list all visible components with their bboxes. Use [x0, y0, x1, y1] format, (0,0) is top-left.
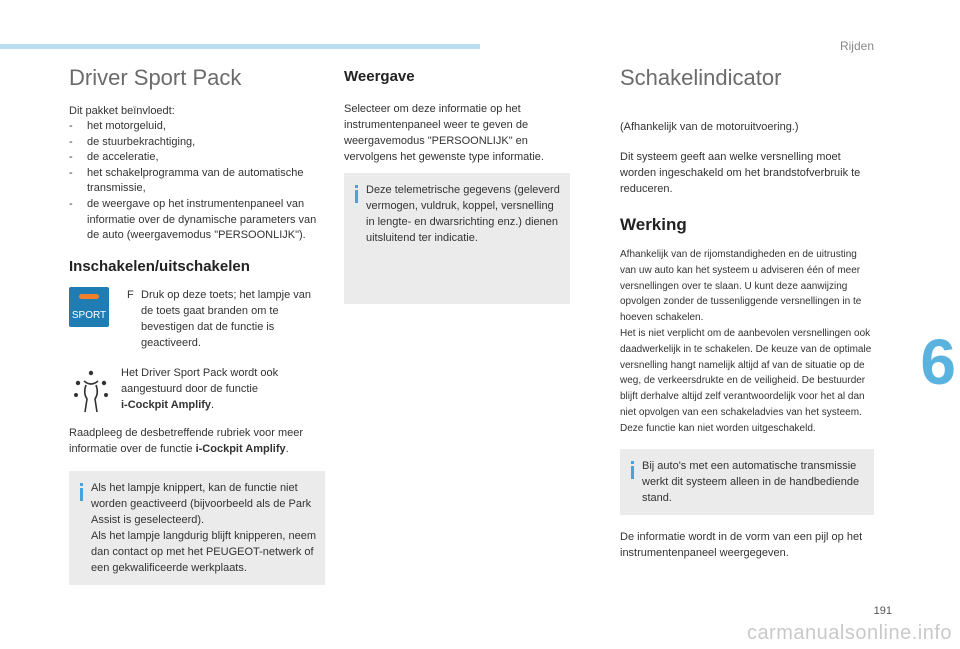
list-item: - de weergave op het instrumentenpaneel van informatie over de dynamische parameters van de auto (weergavemodus "PERSOONLIJK").: [69, 197, 325, 244]
header-bar: [0, 44, 480, 49]
icockpit-note: [69, 365, 325, 413]
intro-text: Dit pakket beïnvloedt:: [69, 105, 175, 117]
effects-list: [69, 119, 325, 244]
list-item: - het schakelprogramma van de automatische transmissie,: [69, 166, 325, 197]
driver-person-icon: [73, 369, 109, 413]
column-weergave: [344, 68, 570, 304]
subtitle-werking: Werking: [620, 215, 687, 234]
sport-led-icon: [79, 294, 99, 299]
info-icon: [76, 483, 86, 501]
icockpit-text: Het Driver Sport Pack wordt ook aangestuurd door de functie i-Cockpit Amplify.: [121, 366, 279, 411]
info-icon: [627, 461, 637, 479]
info-text: Als het lampje knippert, kan de functie niet worden geactiveerd (bijvoorbeeld als de Park Assist is geselecteerd). Als het lampje langdurig blijft knipperen, neem dan contact op met het PEUGEOT-netwerk of een gekwalificeerde werkplaats.: [91, 481, 317, 574]
info-text: Bij auto's met een automatische transmissie werkt dit systeem alleen in de handbediende stand.: [642, 459, 860, 504]
info-box-blinking: [69, 471, 325, 585]
bullet-arrow: F: [127, 288, 134, 301]
watermark: carmanualsonline.info: [746, 622, 952, 644]
page-number: 191: [873, 605, 892, 617]
subtitle-toggle: Inschakelen/uitschakelen: [69, 257, 250, 275]
info-box-automatic: [620, 449, 874, 515]
title-schakelindicator: Schakelindicator: [620, 65, 782, 90]
title-driver-sport-pack: Driver Sport Pack: [69, 65, 242, 90]
sport-text: Druk op deze toets; het lampje van de toets gaat branden om te bevestigen dat de functie is geactiveerd.: [141, 288, 311, 349]
footer-text: De informatie wordt in de vorm van een pijl op het instrumentenpaneel weergegeven.: [620, 530, 863, 559]
info-text: Deze telemetrische gegevens (geleverd vermogen, vuldruk, koppel, versnelling in lengte- en dwarsrichting enz.) dienen uitsluitend ter indicatie.: [366, 184, 560, 244]
subtitle-weergave: Weergave: [344, 68, 415, 85]
info-box-telemetry: [344, 173, 570, 304]
column-driver-sport-pack: [69, 62, 325, 585]
sport-label: SPORT: [71, 309, 107, 321]
column-schakelindicator: [620, 62, 874, 571]
sport-button-icon: [69, 287, 109, 327]
chapter-number: 6: [920, 326, 956, 398]
system-text: Dit systeem geeft aan welke versnelling moet worden ingeschakeld om het brandstofverbruik te reduceren.: [620, 151, 861, 195]
werking-body: Afhankelijk van de rijomstandigheden en de uitrusting van uw auto kan het systeem u adviseren één of meer versnellingen over te slaan. U kunt deze aanwijzing opvolgen zonder de tussenliggende versnellingen in te hoeven schakelen. Het is niet verplicht om de aanbevolen versnellingen ook daadwerkelijk in te schakelen. De keuze van de optimale versnelling hangt namelijk altijd af van de situatie op de weg, de verkeersdrukte en de veiligheid. De bestuurder blijft derhalve altijd zelf verantwoordelijk voor het al dan niet opvolgen van een schakeladvies van het systeem. Deze functie kan niet worden uitgeschakeld.: [620, 249, 872, 434]
weergave-text: Selecteer om deze informatie op het instrumentenpaneel weer te geven de weergavemodus "PERSOONLIJK" en vervolgens het gewenste type informatie.: [344, 103, 544, 163]
list-item: - het motorgeluid,: [69, 119, 325, 135]
sport-instruction: [69, 287, 325, 351]
section-label: Rijden: [839, 39, 874, 53]
list-item: - de stuurbekrachtiging,: [69, 135, 325, 151]
sport-description: [127, 287, 325, 351]
info-icon: [351, 185, 361, 203]
condition-text: (Afhankelijk van de motoruitvoering.): [620, 121, 799, 133]
list-item: - de acceleratie,: [69, 150, 325, 166]
reference-text: Raadpleeg de desbetreffende rubriek voor meer informatie over de functie i-Cockpit Amplify.: [69, 426, 304, 455]
